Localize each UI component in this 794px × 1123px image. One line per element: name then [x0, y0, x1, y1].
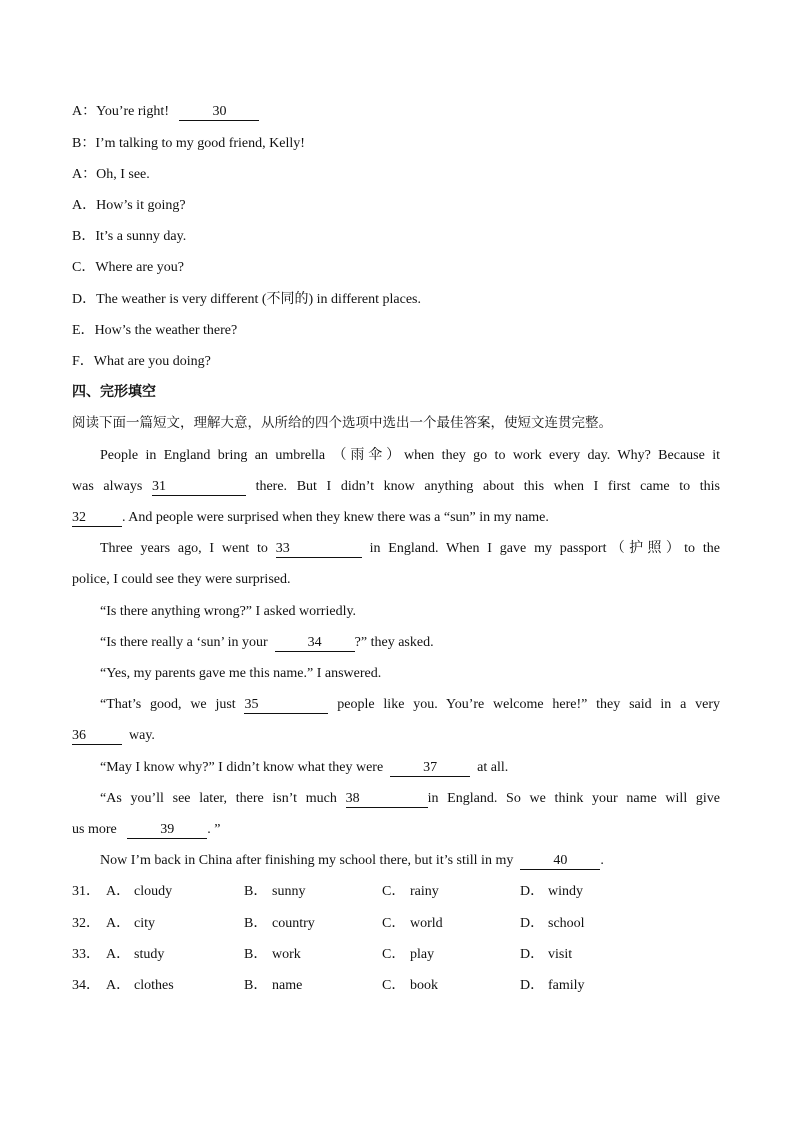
blank-31[interactable]: 31 — [152, 479, 246, 496]
dialogue-option-a — [72, 196, 186, 216]
passage-p5: “Yes, my parents gave me this name.” I answered. — [100, 666, 382, 681]
blank-37[interactable]: 37 — [390, 760, 470, 777]
question-number: 31． — [72, 884, 100, 899]
option-text: The weather is very different (不同的) in different places. — [96, 292, 421, 307]
option-c[interactable]: C． play — [382, 947, 435, 962]
option-text: What are you doing? — [93, 354, 211, 369]
option-letter: F． — [72, 354, 94, 369]
option-letter: E． — [72, 323, 95, 338]
dialogue-line-a2 — [72, 165, 150, 185]
option-a[interactable]: A． city — [106, 916, 155, 931]
option-c[interactable]: C． book — [382, 978, 438, 993]
blank-39[interactable]: 39 — [127, 822, 207, 839]
option-b[interactable]: B． work — [244, 947, 301, 962]
passage-p8-line1: “As you’ll see later, there isn’t much 38 in England. So we think your name will give — [100, 791, 721, 806]
passage-p1-line2: was always 31 there. But I didn’t know anything about this when I first came to this — [72, 479, 721, 494]
dialogue-text: Oh, I see. — [96, 167, 150, 182]
option-letter: B． — [72, 229, 96, 244]
blank-32[interactable]: 32 — [72, 510, 122, 527]
option-b[interactable]: B． name — [244, 978, 303, 993]
option-b[interactable]: B． country — [244, 916, 315, 931]
passage-p4: “Is there really a ‘sun’ in your 34 ?” they asked. — [100, 635, 434, 650]
option-d[interactable]: D． school — [520, 916, 585, 931]
option-letter: C． — [72, 260, 96, 275]
dialogue-option-e — [72, 321, 237, 341]
dialogue-text: I’m talking to my good friend, Kelly! — [95, 136, 305, 151]
blank-33[interactable]: 33 — [276, 541, 362, 558]
speaker-label: A： — [72, 167, 97, 182]
dialogue-option-d — [72, 290, 421, 310]
question-32 — [72, 914, 658, 934]
passage-p2-line1: Three years ago, I went to 33 in England. When I gave my passport（护照）to the — [100, 541, 721, 556]
option-a[interactable]: A． clothes — [106, 978, 174, 993]
passage-p1-line3: 32 . And people were surprised when they knew there was a “sun” in my name. — [72, 510, 549, 525]
section-title: 四、完形填空 — [72, 384, 156, 400]
question-number: 33． — [72, 947, 100, 962]
question-34 — [72, 976, 658, 996]
question-31 — [72, 882, 658, 902]
dialogue-option-f — [72, 352, 211, 372]
blank-38[interactable]: 38 — [346, 791, 428, 808]
blank-34[interactable]: 34 — [275, 635, 355, 652]
passage-p6-line2: 36 way. — [72, 728, 155, 743]
question-33 — [72, 945, 658, 965]
question-number: 32． — [72, 916, 100, 931]
dialogue-option-c — [72, 258, 184, 278]
option-letter: D． — [72, 292, 97, 307]
option-text: How’s the weather there? — [94, 323, 238, 338]
blank-30[interactable]: 30 — [179, 104, 259, 121]
option-b[interactable]: B． sunny — [244, 884, 306, 899]
blank-35[interactable]: 35 — [244, 697, 328, 714]
passage-p8-line2: us more 39 . ” — [72, 822, 221, 837]
option-d[interactable]: D． visit — [520, 947, 573, 962]
passage-p3: “Is there anything wrong?” I asked worriedly. — [100, 604, 357, 619]
dialogue-line-a1 — [72, 102, 259, 122]
speaker-label: A： — [72, 104, 97, 119]
dialogue-line-b — [72, 134, 305, 154]
option-text: Where are you? — [95, 260, 184, 275]
dialogue-text: You’re right! — [96, 104, 169, 119]
option-a[interactable]: A． cloudy — [106, 884, 173, 899]
section-instruction: 阅读下面一篇短文，理解大意，从所给的四个选项中选出一个最佳答案，使短文连贯完整。 — [72, 415, 612, 431]
option-text: How’s it going? — [96, 198, 186, 213]
question-number: 34． — [72, 978, 100, 993]
option-letter: A． — [72, 198, 97, 213]
option-text: It’s a sunny day. — [95, 229, 187, 244]
blank-36[interactable]: 36 — [72, 728, 122, 745]
speaker-label: B： — [72, 136, 96, 151]
option-c[interactable]: C． rainy — [382, 884, 439, 899]
passage-p6-line1: “That’s good, we just 35 people like you. You’re welcome here!” they said in a very — [100, 697, 721, 712]
option-a[interactable]: A． study — [106, 947, 165, 962]
passage-p7: “May I know why?” I didn’t know what they were 37 at all. — [100, 760, 509, 775]
option-d[interactable]: D． windy — [520, 884, 583, 899]
dialogue-option-b — [72, 227, 186, 247]
option-d[interactable]: D． family — [520, 978, 585, 993]
passage-p1-line1: People in England bring an umbrella （雨伞）when they go to work every day. Why? Because it — [100, 448, 720, 463]
blank-40[interactable]: 40 — [520, 853, 600, 870]
passage-p2-line2: police, I could see they were surprised. — [72, 572, 291, 587]
passage-p9: Now I’m back in China after finishing my school there, but it’s still in my 40 . — [100, 853, 604, 868]
option-c[interactable]: C． world — [382, 916, 443, 931]
